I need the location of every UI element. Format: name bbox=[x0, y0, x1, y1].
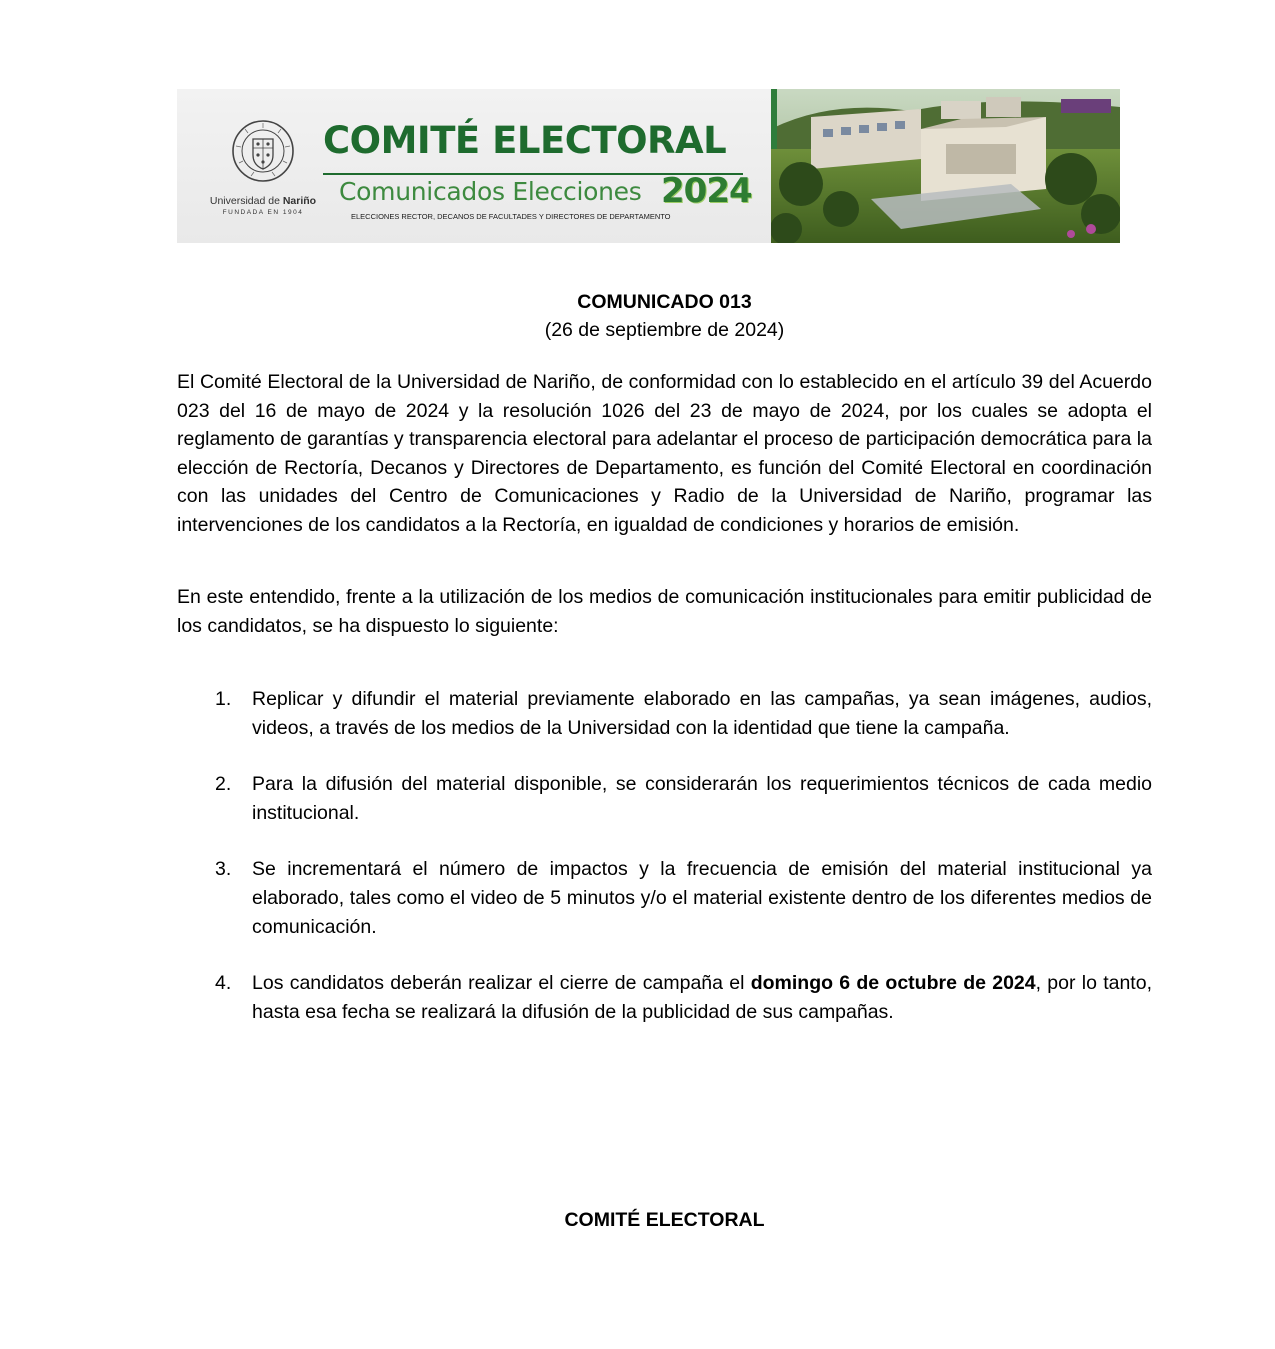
list-item bbox=[177, 685, 1152, 742]
banner-year: 2024 bbox=[661, 171, 752, 211]
campaign-close-date: domingo 6 de octubre de 2024 bbox=[750, 972, 1036, 995]
list-item-number: 4. bbox=[215, 972, 232, 995]
document-title: COMUNICADO 013 bbox=[577, 291, 752, 313]
list-item-text: Se incrementará el número de impactos y la frecuencia de emisión del material institucional ya elaborado, tales como el video de 5 minutos y/o el material existente dentro de los diferentes medios de comunicación. bbox=[252, 858, 1152, 938]
university-seal-icon bbox=[231, 119, 295, 183]
signature: COMITÉ ELECTORAL bbox=[564, 1209, 765, 1231]
paragraph-intro: El Comité Electoral de la Universidad de Nariño, de conformidad con lo establecido en el artículo 39 del Acuerdo 023 del 16 de mayo de 2024 y la resolución 1026 del 23 de mayo de 2024, por los cuales se adopta el reglamento de garantías y transparencia electoral para adelantar el proceso de participación democrática para la elección de Rectoría, Decanos y Directores de Departamento, es función del Comité Electoral en coordinación con las unidades del Centro de Comunicaciones y Radio de la Universidad de Nariño, programar las intervenciones de los candidatos a la Rectoría, en igualdad de condiciones y horarios de emisión. bbox=[177, 371, 1152, 536]
university-name-regular: Universidad de bbox=[209, 195, 283, 207]
banner-title: COMITÉ ELECTORAL bbox=[323, 119, 727, 162]
list-item bbox=[177, 969, 1152, 1026]
list-item-text: Replicar y difundir el material previamente elaborado en las campañas, ya sean imágenes, audios, videos, a través de los medios de la Universidad con la identidad que tiene la campaña. bbox=[252, 688, 1152, 739]
list-item-text-after: , por lo tanto, hasta esa fecha se realizará la difusión de la publicidad de sus campañas. bbox=[252, 972, 1152, 1023]
measures-list bbox=[177, 685, 1152, 1054]
campus-photo bbox=[771, 89, 1120, 243]
list-item-text-before: Los candidatos deberán realizar el cierre de campaña el bbox=[252, 972, 751, 995]
university-name-bold: Nariño bbox=[282, 195, 317, 207]
university-name bbox=[177, 195, 349, 207]
university-founded: FUNDADA EN 1904 bbox=[222, 209, 304, 216]
banner-tagline: ELECCIONES RECTOR, DECANOS DE FACULTADES Y DIRECTORES DE DEPARTAMENTO bbox=[351, 212, 671, 221]
list-item-number: 2. bbox=[215, 773, 232, 796]
paragraph-context: En este entendido, frente a la utilización de los medios de comunicación institucionales para emitir publicidad de los candidatos, se ha dispuesto lo siguiente: bbox=[177, 586, 1152, 637]
list-item-text: Para la difusión del material disponible, se considerarán los requerimientos técnicos de cada medio institucional. bbox=[252, 773, 1152, 824]
banner-subtitle: Comunicados Elecciones bbox=[339, 177, 642, 206]
list-item-number: 3. bbox=[215, 858, 232, 881]
list-item-number: 1. bbox=[215, 688, 232, 710]
document-date: (26 de septiembre de 2024) bbox=[544, 319, 785, 341]
list-item bbox=[177, 770, 1152, 827]
list-item bbox=[177, 855, 1152, 941]
header-banner bbox=[177, 89, 1120, 243]
